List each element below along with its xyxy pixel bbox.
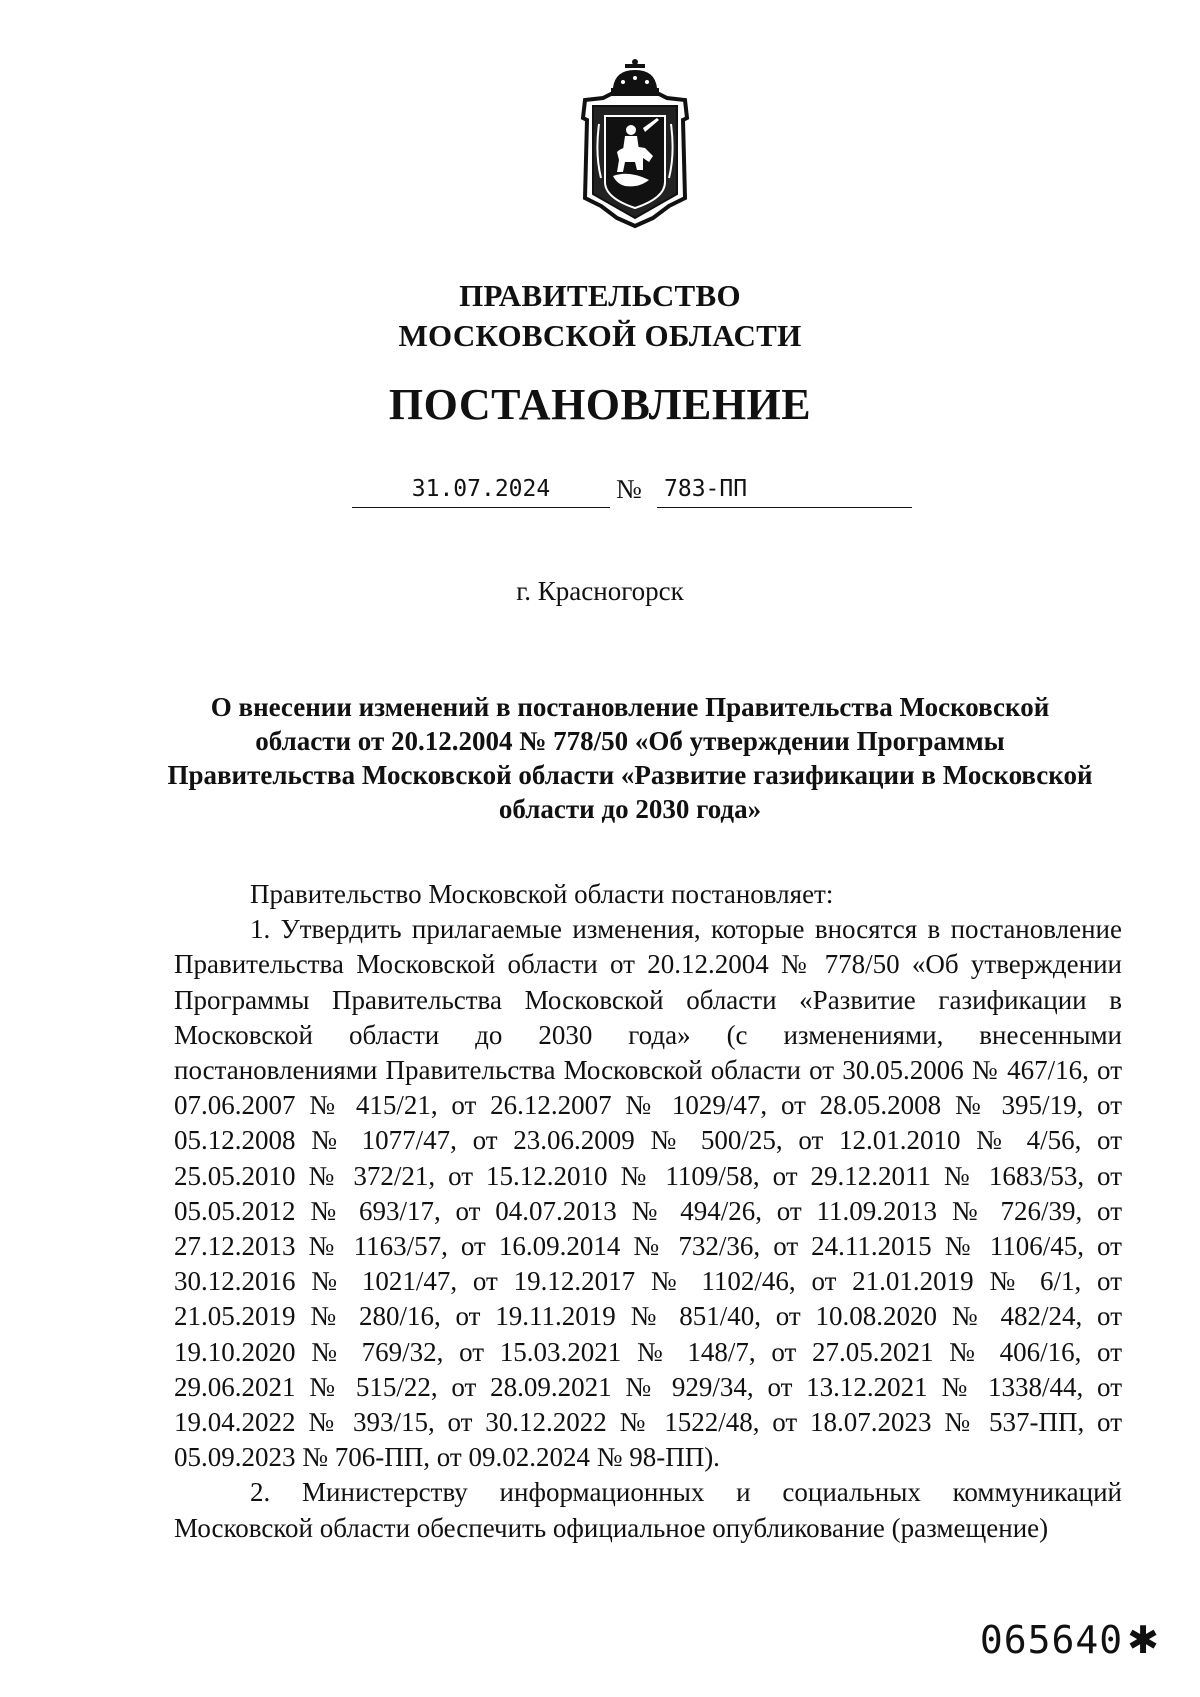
- serial-mark-icon: ✱: [1127, 1618, 1160, 1662]
- serial-value: 065640: [979, 1618, 1124, 1662]
- paragraph-2: 2. Министерству информационных и социальных коммуникаций Московской области обеспечить официальное опубликование (размещение): [174, 1477, 1122, 1543]
- coat-of-arms-icon: [573, 58, 697, 230]
- issuing-authority: [0, 276, 1200, 356]
- preamble: Правительство Московской области постановляет:: [250, 879, 834, 909]
- serial-number: [980, 1618, 1160, 1662]
- date-underline: [352, 507, 610, 508]
- document-date: 31.07.2024: [411, 476, 551, 502]
- paragraph-1: 1. Утвердить прилагаемые изменения, которые вносятся в постановление Правительства Московской области от 20.12.2004 № 778/50 «Об утверждении Программы Правительства Московской области «Развитие газификации в Московской области до 2030 года» (с изменениями, внесенными постановлениями Правительства Московской области от 30.05.2006 № 467/16, от 07.06.2007 № 415/21, от 26.12.2007 № 1029/47, от 28.05.2008 № 395/19, от 05.12.2008 № 1077/47, от 23.06.2009 № 500/25, от 12.01.2010 № 4/56, от 25.05.2010 № 372/21, от 15.12.2010 № 1109/58, от 29.12.2011 № 1683/53, от 05.05.2012 № 693/17, от 04.07.2013 № 494/26, от 11.09.2013 № 726/39, от 27.12.2013 № 1163/57, от 16.09.2014 № 732/36, от 24.11.2015 № 1106/45, от 30.12.2016 № 1021/47, от 19.12.2017 № 1102/46, от 21.01.2019 № 6/1, от 21.05.2019 № 280/16, от 19.11.2019 № 851/40, от 10.08.2020 № 482/24, от 19.10.2020 № 769/32, от 15.03.2021 № 148/7, от 27.05.2021 № 406/16, от 29.06.2021 № 515/22, от 28.09.2021 № 929/34, от 13.12.2021 № 1338/44, от 19.04.2022 № 393/15, от 30.12.2022 № 1522/48, от 18.07.2023 № 537-ПП, от 05.09.2023 № 706-ПП, от 09.02.2024 № 98-ПП).: [174, 914, 1122, 1473]
- document-number: 783-ПП: [664, 476, 748, 502]
- document-subject: О внесении изменений в постановление Правительства Московской области от 20.12.2004 № 778/50 «Об утверждении Программы Правительства Московской области «Развитие газификации в Московской области до 2030 года»: [167, 692, 1093, 824]
- city-line: г. Красногорск: [516, 576, 684, 606]
- document-body: [174, 877, 1122, 1546]
- number-sign: №: [616, 474, 642, 504]
- date-number-line: [352, 474, 912, 514]
- org-line-2: МОСКОВСКОЙ ОБЛАСТИ: [398, 318, 802, 353]
- org-line-1: ПРАВИТЕЛЬСТВО: [459, 278, 741, 313]
- number-underline: [657, 507, 912, 508]
- document-type-title: ПОСТАНОВЛЕНИЕ: [388, 380, 812, 429]
